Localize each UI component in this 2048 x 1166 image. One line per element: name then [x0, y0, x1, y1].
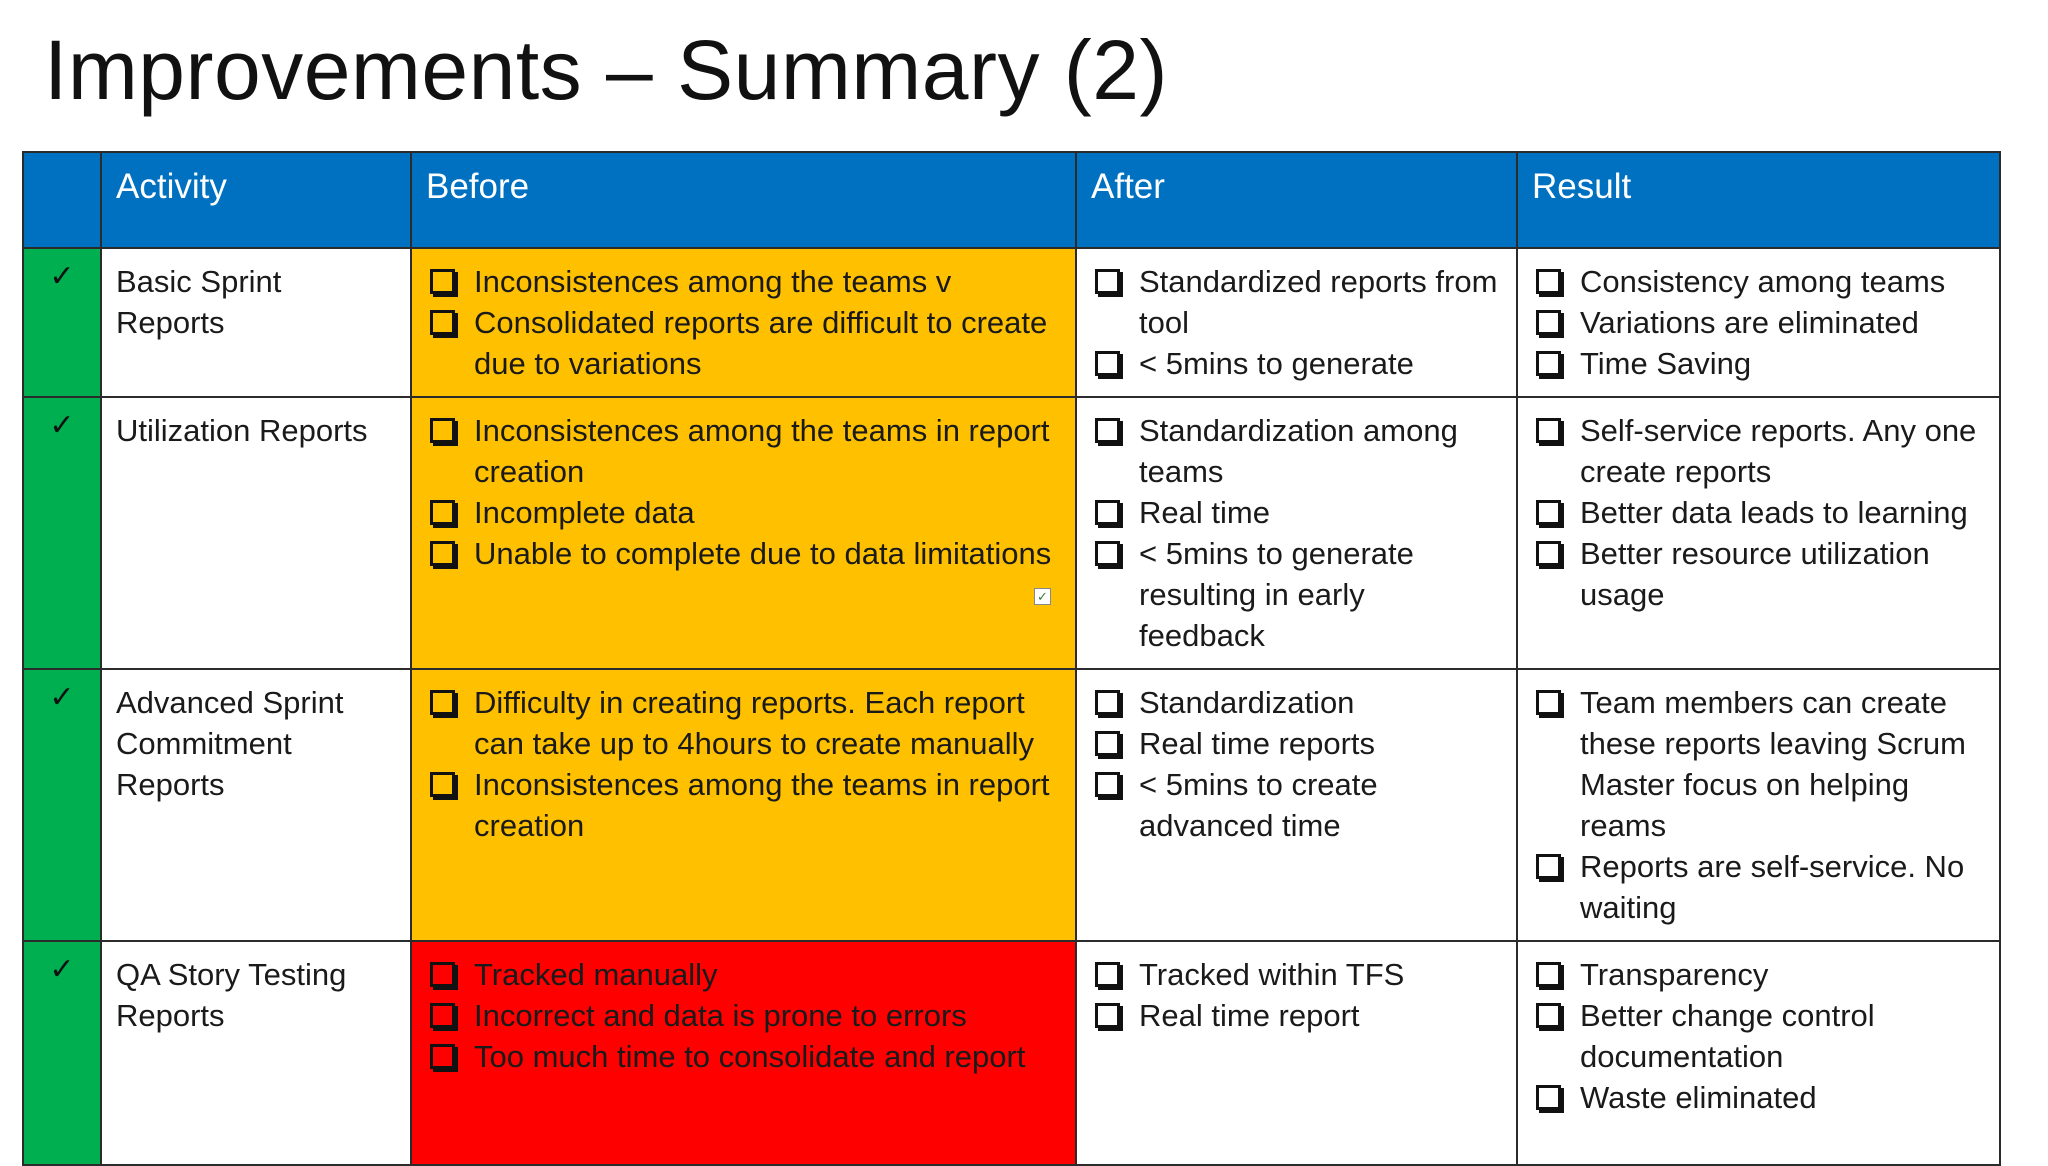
list-item: [1093, 533, 1498, 656]
checkbox-bullet-icon: [1095, 418, 1120, 443]
checkbox-bullet-icon: [430, 269, 455, 294]
list-item: [1093, 343, 1498, 384]
list-item: [428, 492, 1057, 533]
list-item: [1093, 492, 1498, 533]
checkbox-bullet-icon: [1536, 269, 1561, 294]
checkbox-bullet-icon: [430, 1044, 455, 1069]
table-row: [23, 397, 2000, 669]
list-item-text: Better data leads to learning: [1580, 495, 1968, 530]
list-item-text: Tracked manually: [474, 957, 718, 992]
list-item-text: Tracked within TFS: [1139, 957, 1405, 992]
list-item-text: Standardized reports from tool: [1139, 264, 1498, 340]
result-list: [1534, 954, 1981, 1118]
checkbox-bullet-icon: [430, 962, 455, 987]
list-item: [1534, 954, 1981, 995]
status-check-cell: [23, 941, 101, 1165]
checkbox-bullet-icon: [1536, 310, 1561, 335]
list-item-text: Team members can create these reports leaving Scrum Master focus on helping reams: [1580, 685, 1966, 843]
after-list: [1093, 261, 1498, 384]
checkbox-bullet-icon: [1095, 772, 1120, 797]
list-item-text: Waste eliminated: [1580, 1080, 1817, 1115]
status-check-cell: [23, 397, 101, 669]
list-item: [1534, 533, 1981, 615]
activity-cell: Utilization Reports: [101, 397, 411, 669]
list-item-text: Reports are self-service. No waiting: [1580, 849, 1965, 925]
checkbox-bullet-icon: [1536, 351, 1561, 376]
list-item: [428, 682, 1057, 764]
result-list: [1534, 410, 1981, 615]
list-item: [428, 1036, 1057, 1077]
list-item: [1093, 261, 1498, 343]
checkbox-bullet-icon: [430, 1003, 455, 1028]
list-item: [1534, 302, 1981, 343]
page-title: Improvements – Summary (2): [44, 23, 1168, 117]
list-item: [1093, 410, 1498, 492]
header-before: Before: [411, 152, 1076, 248]
result-cell: [1517, 397, 2000, 669]
summary-table: [22, 151, 2001, 1166]
list-item: [1534, 846, 1981, 928]
list-item: [1534, 343, 1981, 384]
list-item-text: Consolidated reports are difficult to create due to variations: [474, 305, 1048, 381]
result-list: [1534, 682, 1981, 928]
list-item-text: Incomplete data: [474, 495, 695, 530]
status-check-cell: [23, 248, 101, 397]
list-item-text: Better resource utilization usage: [1580, 536, 1930, 612]
checkbox-bullet-icon: [1095, 351, 1120, 376]
activity-cell: Advanced Sprint Commitment Reports: [101, 669, 411, 941]
list-item-text: Inconsistences among the teams in report creation: [474, 413, 1050, 489]
list-item-text: Too much time to consolidate and report: [474, 1039, 1026, 1074]
checkbox-bullet-icon: [1536, 418, 1561, 443]
before-list: [428, 954, 1057, 1077]
result-list: [1534, 261, 1981, 384]
checkbox-bullet-icon: [1095, 500, 1120, 525]
list-item-text: Unable to complete due to data limitations: [474, 536, 1052, 571]
list-item-text: Real time report: [1139, 998, 1360, 1033]
table-row: [23, 248, 2000, 397]
checkbox-bullet-icon: [1095, 269, 1120, 294]
activity-cell: QA Story Testing Reports: [101, 941, 411, 1165]
after-cell: [1076, 397, 1517, 669]
checkbox-bullet-icon: [430, 772, 455, 797]
list-item-text: Consistency among teams: [1580, 264, 1946, 299]
checkbox-bullet-icon: [430, 690, 455, 715]
before-list: [428, 410, 1057, 574]
list-item-text: Variations are eliminated: [1580, 305, 1919, 340]
checkbox-bullet-icon: [1536, 500, 1561, 525]
list-item: [428, 764, 1057, 846]
activity-cell: Basic Sprint Reports: [101, 248, 411, 397]
after-cell: [1076, 669, 1517, 941]
header-row: [23, 152, 2000, 248]
after-list: [1093, 954, 1498, 1036]
checkbox-bullet-icon: [1536, 541, 1561, 566]
list-item-text: Real time reports: [1139, 726, 1376, 761]
before-cell: [411, 248, 1076, 397]
after-cell: [1076, 941, 1517, 1165]
header-check: [23, 152, 101, 248]
list-item-text: < 5mins to generate: [1139, 346, 1414, 381]
list-item-text: Time Saving: [1580, 346, 1752, 381]
list-item-text: < 5mins to generate resulting in early feedback: [1139, 536, 1414, 653]
checkbox-bullet-icon: [1536, 1085, 1561, 1110]
list-item-text: Real time: [1139, 495, 1270, 530]
result-cell: [1517, 248, 2000, 397]
checkbox-bullet-icon: [430, 541, 455, 566]
checkbox-bullet-icon: [1536, 1003, 1561, 1028]
list-item-text: Inconsistences among the teams in report creation: [474, 767, 1050, 843]
header-result: Result: [1517, 152, 2000, 248]
check-mark-icon: ✓: [49, 953, 75, 986]
checkbox-bullet-icon: [430, 500, 455, 525]
checkbox-bullet-icon: [1095, 731, 1120, 756]
list-item: [428, 533, 1057, 574]
list-item-text: Incorrect and data is prone to errors: [474, 998, 967, 1033]
checkbox-bullet-icon: [430, 418, 455, 443]
check-mark-icon: ✓: [49, 681, 75, 714]
list-item-text: < 5mins to create advanced time: [1139, 767, 1378, 843]
list-item-text: Transparency: [1580, 957, 1769, 992]
after-list: [1093, 410, 1498, 656]
check-mark-icon: ✓: [49, 409, 75, 442]
header-after: After: [1076, 152, 1517, 248]
before-list: [428, 261, 1057, 384]
list-item-text: Standardization: [1139, 685, 1355, 720]
before-list: [428, 682, 1057, 846]
list-item: [428, 261, 1057, 302]
list-item: [1534, 410, 1981, 492]
checkbox-bullet-icon: [1095, 962, 1120, 987]
table-row: [23, 941, 2000, 1165]
checkbox-bullet-icon: [1536, 962, 1561, 987]
list-item-text: Better change control documentation: [1580, 998, 1875, 1074]
check-mark-icon: ✓: [49, 260, 75, 293]
list-item: [1534, 995, 1981, 1077]
list-item: [1534, 682, 1981, 846]
list-item: [428, 954, 1057, 995]
list-item: [1093, 723, 1498, 764]
list-item: [1534, 492, 1981, 533]
checkbox-bullet-icon: [1536, 854, 1561, 879]
list-item: [1534, 261, 1981, 302]
list-item-text: Self-service reports. Any one create reports: [1580, 413, 1977, 489]
list-item: [1093, 995, 1498, 1036]
list-item: [428, 302, 1057, 384]
before-cell: [411, 669, 1076, 941]
checkbox-bullet-icon: [1095, 1003, 1120, 1028]
before-cell: [411, 397, 1076, 669]
result-cell: [1517, 941, 2000, 1165]
checkbox-bullet-icon: [1095, 690, 1120, 715]
list-item: [1534, 1077, 1981, 1118]
checkbox-bullet-icon: [430, 310, 455, 335]
table-row: [23, 669, 2000, 941]
list-item: [1093, 764, 1498, 846]
list-item: [1093, 682, 1498, 723]
after-cell: [1076, 248, 1517, 397]
small-checkbox-icon[interactable]: ✓: [1034, 588, 1051, 605]
list-item: [1093, 954, 1498, 995]
after-list: [1093, 682, 1498, 846]
list-item-text: Standardization among teams: [1139, 413, 1458, 489]
list-item-text: Inconsistences among the teams v: [474, 264, 952, 299]
list-item: [428, 410, 1057, 492]
header-activity: Activity: [101, 152, 411, 248]
list-item-text: Difficulty in creating reports. Each report can take up to 4hours to create manually: [474, 685, 1035, 761]
checkbox-bullet-icon: [1536, 690, 1561, 715]
checkbox-bullet-icon: [1095, 541, 1120, 566]
status-check-cell: [23, 669, 101, 941]
list-item: [428, 995, 1057, 1036]
result-cell: [1517, 669, 2000, 941]
before-cell: [411, 941, 1076, 1165]
